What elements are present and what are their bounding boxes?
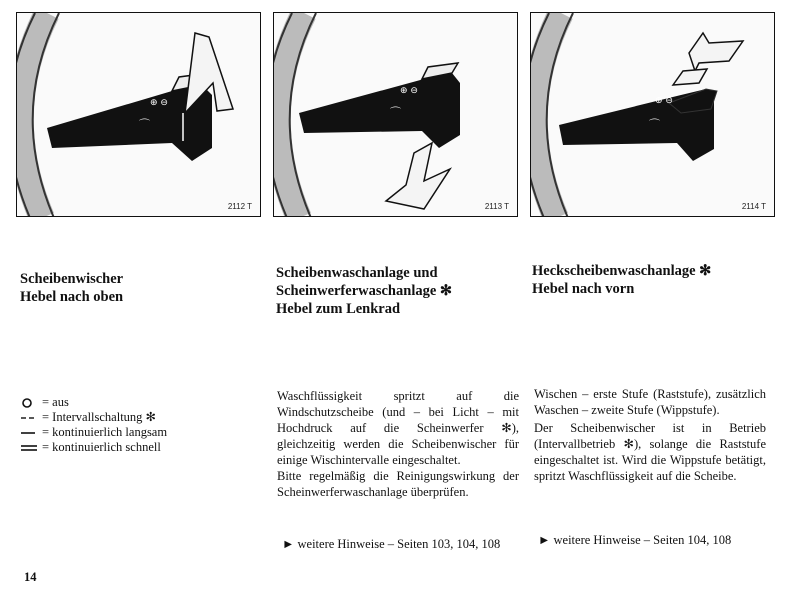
arrow-forward-icon: [689, 33, 743, 71]
lever-illustration: [274, 13, 518, 217]
single-line-icon: [20, 425, 42, 440]
link-more-info-rear[interactable]: ► weitere Hinweise – Seiten 104, 108: [538, 533, 732, 547]
figure-wiper-lever-up: [16, 12, 261, 217]
arrow-down-icon: [386, 143, 450, 209]
heading-scheibenwischer: Scheibenwischer Hebel nach oben: [20, 271, 124, 305]
legend-row-slow: = kontinuierlich langsam: [20, 425, 167, 440]
dashed-line-icon: [20, 410, 42, 425]
svg-text:⌒: ⌒: [390, 106, 401, 119]
figure-code: 2113 T: [484, 202, 509, 211]
figure-code: 2112 T: [227, 202, 252, 211]
heading-heckscheibenwaschanlage: Heckscheibenwaschanlage ✻ Hebel nach vorn: [532, 263, 712, 297]
wiper-legend: [20, 395, 167, 455]
svg-text:⌒: ⌒: [139, 118, 150, 131]
figure-rear-washer-lever-forward: [530, 12, 775, 217]
paragraph-washer-check: Bitte regelmäßig die Reinigungswirkung der Scheinwerferwaschanlage überprüfen.: [277, 469, 519, 499]
lever-illustration: [17, 13, 261, 217]
arrow-step-icon: [673, 69, 707, 85]
svg-text:⌒: ⌒: [649, 118, 660, 131]
legend-row-fast: = kontinuierlich schnell: [20, 440, 167, 455]
link-more-info-washer[interactable]: ► weitere Hinweise – Seiten 103, 104, 108: [282, 537, 501, 551]
svg-text:⊕ ⊖: ⊕ ⊖: [400, 86, 418, 96]
page-number: 14: [24, 570, 37, 584]
legend-row-off: = aus: [20, 395, 167, 410]
figure-washer-lever-toward-wheel: [273, 12, 518, 217]
figure-code: 2114 T: [741, 202, 766, 211]
paragraph-rear-operation: Der Scheibenwischer ist in Betrieb (Intervallbetrieb ✻), solange die Raststufe eingeschaltet ist. Wird die Wippstufe betätigt, spritzt Waschflüssigkeit auf die Scheibe.: [534, 421, 766, 483]
legend-row-interval: = Intervallschaltung ✻: [20, 410, 167, 425]
circle-icon: [20, 395, 42, 410]
lever-illustration: [531, 13, 775, 217]
paragraph-washer-description: Waschflüssigkeit spritzt auf die Windschutzscheibe (und – bei Licht – mit Hochdruck auf die Scheinwerfer ✻), gleichzeitig werden die Scheibenwischer für einige Wischintervalle eingeschaltet.: [277, 389, 519, 467]
double-line-icon: [20, 440, 42, 455]
paragraph-rear-stages: Wischen – erste Stufe (Raststufe), zusätzlich Waschen – zweite Stufe (Wippstufe).: [534, 387, 766, 417]
svg-text:⊕ ⊖: ⊕ ⊖: [655, 96, 673, 106]
heading-scheibenwaschanlage: Scheibenwaschanlage und Scheinwerferwaschanlage ✻ Hebel zum Lenkrad: [276, 265, 453, 317]
svg-text:⊕ ⊖: ⊕ ⊖: [150, 98, 168, 108]
